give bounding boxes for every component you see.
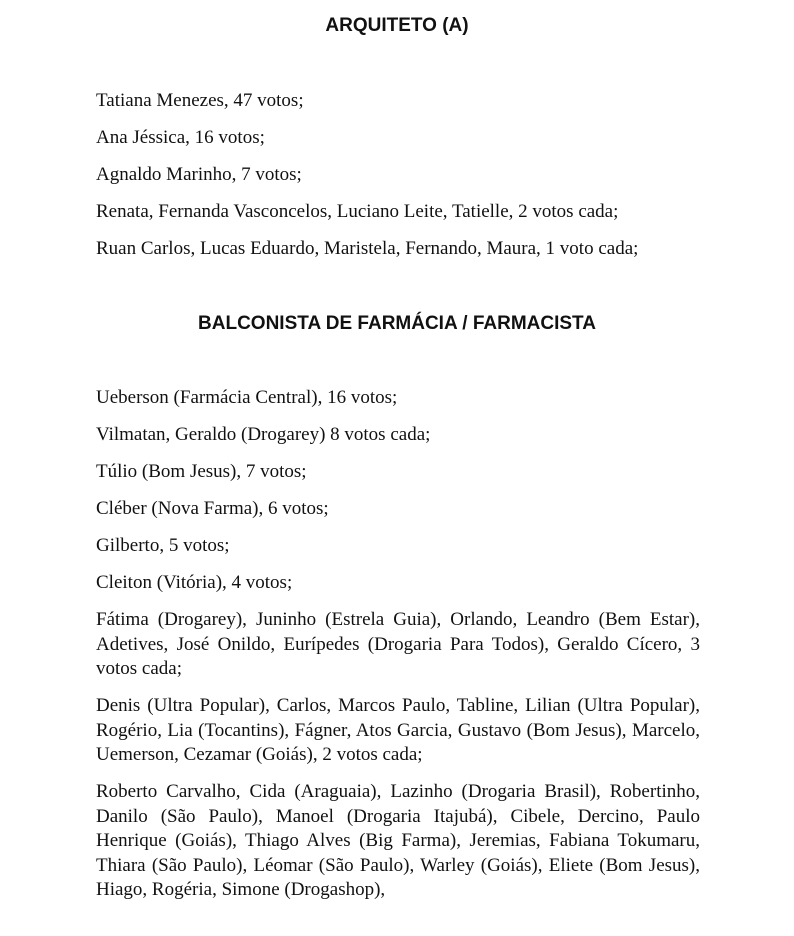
vote-entry: Cléber (Nova Farma), 6 votos; — [96, 498, 329, 519]
vote-entry: Denis (Ultra Popular), Carlos, Marcos Paulo, Tabline, Lilian (Ultra Popular), Rogério, Lia (Tocantins), Fágner, Atos Garcia, Gustavo (Bom Jesus), Marcelo, Uemerson, Cezamar (Goiás), 2 votos cada; — [96, 695, 700, 765]
vote-list-balconista-farmacista — [96, 386, 700, 915]
vote-entry: Vilmatan, Geraldo (Drogarey) 8 votos cada; — [96, 424, 431, 445]
vote-entry: Ueberson (Farmácia Central), 16 votos; — [96, 387, 398, 408]
vote-list-arquiteto — [96, 89, 700, 274]
section-title-balconista-farmacista: BALCONISTA DE FARMÁCIA / FARMACISTA — [198, 313, 596, 334]
section-title-arquiteto: ARQUITETO (A) — [325, 15, 469, 36]
vote-entry: Ruan Carlos, Lucas Eduardo, Maristela, Fernando, Maura, 1 voto cada; — [96, 238, 639, 259]
vote-entry: Túlio (Bom Jesus), 7 votos; — [96, 461, 307, 482]
vote-entry: Cleiton (Vitória), 4 votos; — [96, 572, 293, 593]
vote-entry: Agnaldo Marinho, 7 votos; — [96, 164, 302, 185]
vote-entry: Tatiana Menezes, 47 votos; — [96, 90, 304, 111]
vote-entry: Fátima (Drogarey), Juninho (Estrela Guia), Orlando, Leandro (Bem Estar), Adetives, José Onildo, Eurípedes (Drogaria Para Todos), Geraldo Cícero, 3 votos cada; — [96, 609, 700, 679]
vote-entry: Renata, Fernanda Vasconcelos, Luciano Leite, Tatielle, 2 votos cada; — [96, 201, 619, 222]
vote-entry: Roberto Carvalho, Cida (Araguaia), Lazinho (Drogaria Brasil), Robertinho, Danilo (São Paulo), Manoel (Drogaria Itajubá), Cibele, Dercino, Paulo Henrique (Goiás), Thiago Alves (Big Farma), Jeremias, Fabiana Tokumaru, Thiara (São Paulo), Léomar (São Paulo), Warley (Goiás), Eliete (Bom Jesus), Hiago, Rogéria, Simone (Drogashop), — [96, 781, 700, 900]
vote-entry: Gilberto, 5 votos; — [96, 535, 230, 556]
vote-entry: Ana Jéssica, 16 votos; — [96, 127, 265, 148]
